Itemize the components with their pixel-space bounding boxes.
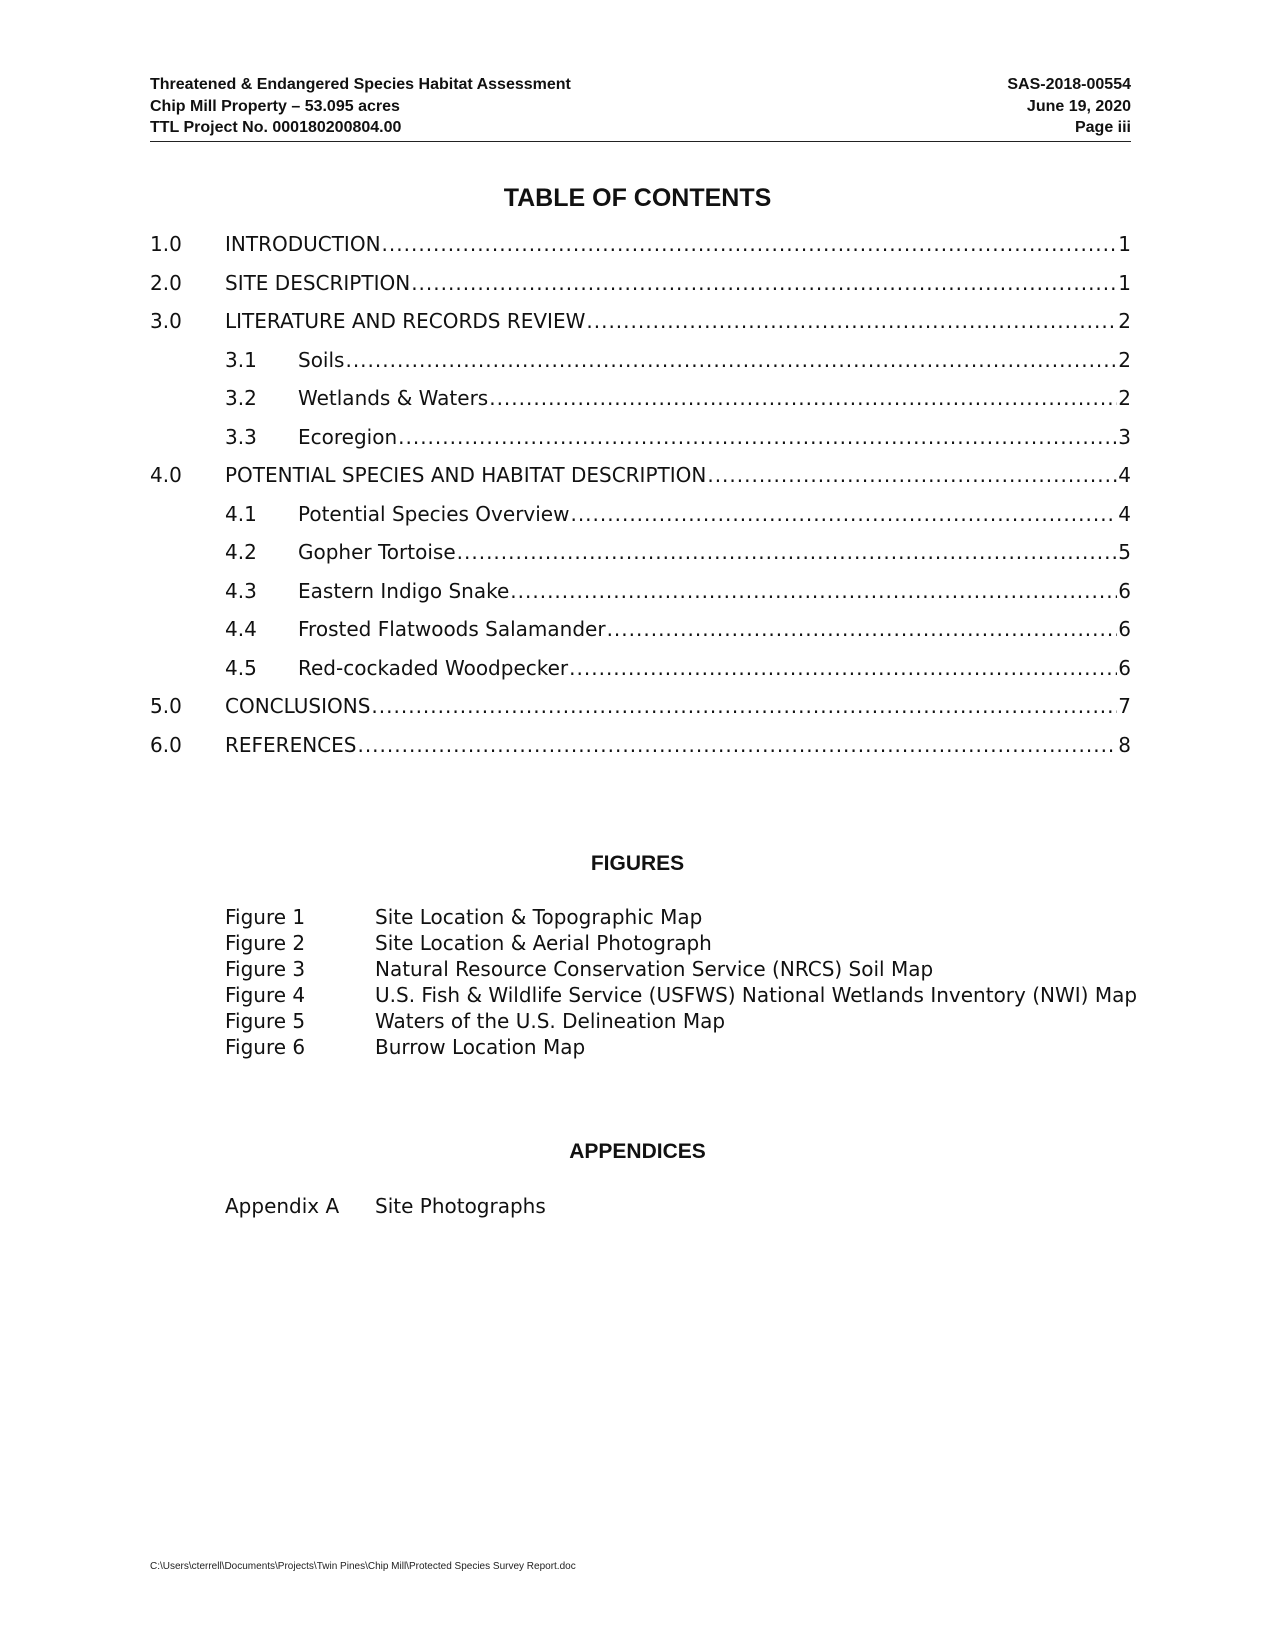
appendix-label: Site Photographs <box>375 1194 546 1218</box>
toc-subentry[interactable] <box>150 341 1131 380</box>
figure-item[interactable] <box>225 930 1137 956</box>
dot-leader <box>569 649 1117 688</box>
toc-entry-page: 2 <box>1118 347 1131 372</box>
appendix-item[interactable] <box>225 1193 546 1219</box>
dot-leader <box>457 533 1118 572</box>
dot-leader <box>345 341 1117 380</box>
report-title: Threatened & Endangered Species Habitat Assessment <box>150 76 571 93</box>
toc-entry[interactable] <box>150 456 1131 495</box>
toc-entry[interactable] <box>150 726 1131 765</box>
toc-entry-label: Red-cockaded Woodpecker <box>298 655 569 680</box>
toc-subentry[interactable] <box>150 610 1131 649</box>
toc-entry-number: 4.1 <box>225 501 257 526</box>
toc-entry-label: Frosted Flatwoods Salamander <box>298 617 606 641</box>
dot-leader <box>398 418 1117 457</box>
appendices-list <box>225 1193 546 1219</box>
toc-subentry[interactable] <box>150 418 1131 457</box>
toc-subentry[interactable] <box>150 495 1131 534</box>
dot-leader <box>411 264 1117 303</box>
header-left <box>150 74 571 139</box>
toc-subentry[interactable] <box>150 533 1131 572</box>
figure-item[interactable] <box>225 982 1137 1008</box>
toc-entry-page: 1 <box>1118 232 1131 256</box>
toc-entry-label: LITERATURE AND RECORDS REVIEW <box>225 309 586 333</box>
toc-entry-number: 3.2 <box>225 386 257 410</box>
toc-entry-label: Ecoregion <box>298 424 398 449</box>
toc-entry-page: 6 <box>1118 578 1131 603</box>
report-date: June 19, 2020 <box>1026 97 1131 115</box>
toc-entry-number: 2.0 <box>150 270 182 295</box>
dot-leader <box>357 726 1117 765</box>
file-path-footer: C:\Users\cterrell\Documents\Projects\Twin Pines\Chip Mill\Protected Species Survey Report.doc <box>150 1561 576 1572</box>
toc-entry-page: 7 <box>1118 694 1131 718</box>
toc-entry-number: 3.0 <box>150 309 182 333</box>
dot-leader <box>707 456 1117 495</box>
toc-entry-label: Potential Species Overview <box>298 501 570 526</box>
toc-entry-page: 2 <box>1118 309 1131 333</box>
figure-label: Site Location & Topographic Map <box>375 905 703 929</box>
toc-title: TABLE OF CONTENTS <box>503 184 772 212</box>
toc-entry[interactable] <box>150 264 1131 303</box>
permit-number: SAS-2018-00554 <box>1007 76 1131 93</box>
toc-entry-page: 2 <box>1118 386 1131 410</box>
page-header <box>150 74 1131 142</box>
toc-entry-label: POTENTIAL SPECIES AND HABITAT DESCRIPTION <box>225 463 707 487</box>
toc-entry-label: Gopher Tortoise <box>298 540 456 564</box>
toc-entry-page: 8 <box>1118 732 1131 757</box>
toc-entry-number: 4.3 <box>225 578 257 603</box>
toc-subentry[interactable] <box>150 379 1131 418</box>
toc-entry-number: 4.5 <box>225 655 257 680</box>
toc-entry-number: 3.3 <box>225 424 257 449</box>
dot-leader <box>371 687 1117 726</box>
toc-entry-number: 5.0 <box>150 694 182 718</box>
figure-id: Figure 3 <box>225 957 306 981</box>
toc-entry-page: 4 <box>1118 501 1131 526</box>
header-right <box>1007 74 1131 139</box>
dot-leader <box>586 302 1117 341</box>
dot-leader <box>570 495 1117 534</box>
toc-entry-number: 4.4 <box>225 617 257 641</box>
toc-subentry[interactable] <box>150 649 1131 688</box>
figure-item[interactable] <box>225 956 1137 982</box>
toc-entry-label: Soils <box>298 347 345 372</box>
table-of-contents <box>150 225 1131 764</box>
figures-title: FIGURES <box>590 852 685 875</box>
toc-entry-page: 5 <box>1118 540 1131 564</box>
toc-subentry[interactable] <box>150 572 1131 611</box>
figure-id: Figure 5 <box>225 1009 306 1033</box>
figure-label: Waters of the U.S. Delineation Map <box>375 1009 726 1033</box>
toc-entry-page: 6 <box>1118 655 1131 680</box>
figure-item[interactable] <box>225 1034 1137 1060</box>
toc-entry-page: 1 <box>1118 270 1131 295</box>
figures-list <box>225 904 1137 1060</box>
figure-id: Figure 6 <box>225 1035 306 1059</box>
figure-item[interactable] <box>225 904 1137 930</box>
dot-leader <box>510 572 1117 611</box>
toc-entry-page: 4 <box>1118 463 1131 487</box>
toc-entry-number: 4.2 <box>225 540 257 564</box>
toc-entry-number: 6.0 <box>150 732 182 757</box>
toc-entry-label: INTRODUCTION <box>225 232 381 256</box>
toc-entry-number: 4.0 <box>150 463 182 487</box>
figure-label: U.S. Fish & Wildlife Service (USFWS) National Wetlands Inventory (NWI) Map <box>375 983 1138 1007</box>
toc-entry[interactable] <box>150 225 1131 264</box>
figure-label: Burrow Location Map <box>375 1035 586 1059</box>
appendices-title: APPENDICES <box>569 1140 706 1163</box>
figure-label: Site Location & Aerial Photograph <box>375 931 712 955</box>
toc-entry-label: REFERENCES <box>225 732 357 757</box>
page-number: Page iii <box>1074 119 1131 136</box>
appendix-id: Appendix A <box>225 1194 340 1218</box>
toc-entry-label: CONCLUSIONS <box>225 694 371 718</box>
figure-item[interactable] <box>225 1008 1137 1034</box>
toc-entry-page: 3 <box>1118 424 1131 449</box>
project-number: TTL Project No. 000180200804.00 <box>150 119 402 136</box>
dot-leader <box>489 379 1117 418</box>
toc-entry-label: SITE DESCRIPTION <box>225 270 411 295</box>
toc-entry[interactable] <box>150 687 1131 726</box>
toc-entry-label: Wetlands & Waters <box>298 386 489 410</box>
figure-label: Natural Resource Conservation Service (NRCS) Soil Map <box>375 957 934 981</box>
figure-id: Figure 1 <box>225 905 306 929</box>
figure-id: Figure 4 <box>225 983 306 1007</box>
toc-entry-label: Eastern Indigo Snake <box>298 578 510 603</box>
figure-id: Figure 2 <box>225 931 306 955</box>
dot-leader <box>607 610 1118 649</box>
toc-entry-number: 1.0 <box>150 232 182 256</box>
toc-entry[interactable] <box>150 302 1131 341</box>
toc-entry-page: 6 <box>1118 617 1131 641</box>
toc-entry-number: 3.1 <box>225 347 257 372</box>
dot-leader <box>382 225 1118 264</box>
property-name: Chip Mill Property – 53.095 acres <box>150 97 400 115</box>
